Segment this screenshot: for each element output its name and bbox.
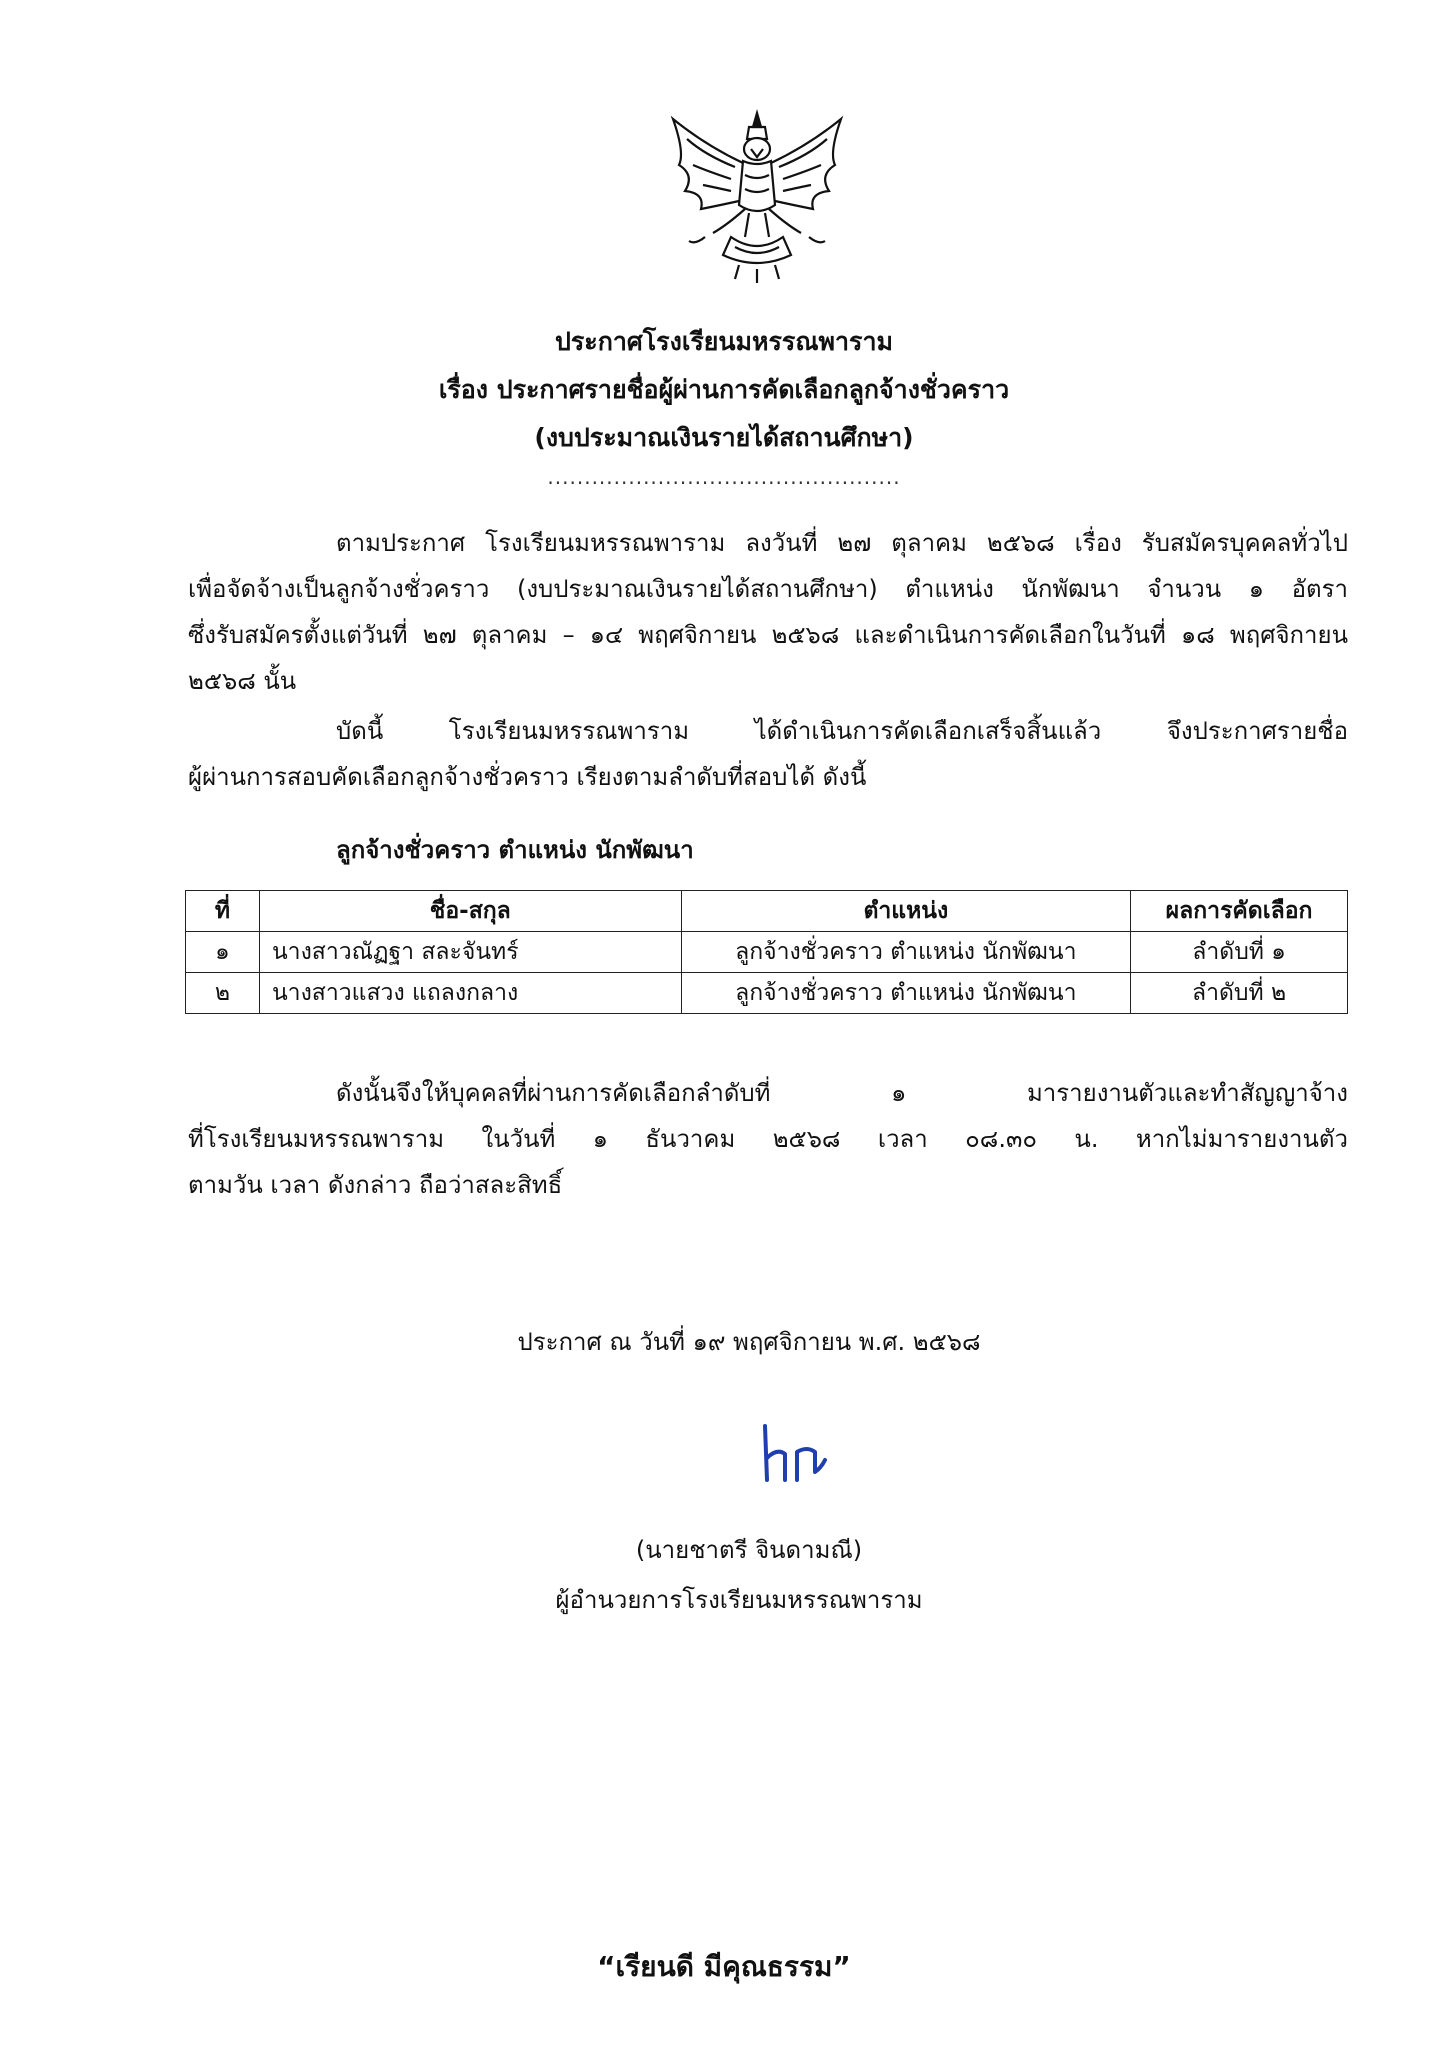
cell-number: ๑ [186,932,260,973]
handwritten-signature [755,1418,835,1488]
paragraph-result-intro [188,708,1348,800]
paragraph-line: ผู้ผ่านการสอบคัดเลือกลูกจ้างชั่วคราว เรียงตามลำดับที่สอบได้ ดังนี้ [188,763,867,791]
cell-position: ลูกจ้างชั่วคราว ตำแหน่ง นักพัฒนา [681,932,1131,973]
results-table [185,890,1348,1014]
table-header-row [186,891,1348,932]
table-row [186,932,1348,973]
paragraph-line: ซึ่งรับสมัครตั้งแต่วันที่ ๒๗ ตุลาคม – ๑๔ พฤศจิกายน ๒๕๖๘ และดำเนินการคัดเลือกในวันที่ ๑๘ พฤศจิกายน [188,621,1348,649]
signer-title: ผู้อำนวยการโรงเรียนมหรรณพาราม [555,1586,923,1614]
paragraph-line: ที่โรงเรียนมหรรณพาราม ในวันที่ ๑ ธันวาคม ๒๕๖๘ เวลา ๐๘.๓๐ น. หากไม่มารายงานตัว [188,1125,1348,1153]
cell-result: ลำดับที่ ๑ [1131,932,1348,973]
header-separator: ................................................ [547,465,901,489]
cell-name: นางสาวณัฏฐา สละจันทร์ [259,932,681,973]
signer-name: (นายชาตรี จินดามณี) [635,1536,863,1564]
position-subheading: ลูกจ้างชั่วคราว ตำแหน่ง นักพัฒนา [336,836,694,864]
paragraph-line: เพื่อจัดจ้างเป็นลูกจ้างชั่วคราว (งบประมาณเงินรายได้สถานศึกษา) ตำแหน่ง นักพัฒนา จำนวน ๑ อัตรา [188,575,1348,603]
paragraph-line: บัดนี้ โรงเรียนมหรรณพาราม ได้ดำเนินการคัดเลือกเสร็จสิ้นแล้ว จึงประกาศรายชื่อ [336,717,1348,745]
announcement-date: ประกาศ ณ วันที่ ๑๙ พฤศจิกายน พ.ศ. ๒๕๖๘ [517,1328,981,1356]
paragraph-line: ตามวัน เวลา ดังกล่าว ถือว่าสละสิทธิ์ [188,1171,563,1199]
cell-result: ลำดับที่ ๒ [1131,973,1348,1014]
announcement-title: ประกาศโรงเรียนมหรรณพาราม [554,327,893,356]
cell-name: นางสาวแสวง แถลงกลาง [259,973,681,1014]
column-header-number: ที่ [186,891,260,932]
paragraph-recruitment [188,520,1348,704]
cell-number: ๒ [186,973,260,1014]
paragraph-line: ตามประกาศ โรงเรียนมหรรณพาราม ลงวันที่ ๒๗ ตุลาคม ๒๕๖๘ เรื่อง รับสมัครบุคคลทั่วไป [336,529,1348,557]
cell-position: ลูกจ้างชั่วคราว ตำแหน่ง นักพัฒนา [681,973,1131,1014]
paragraph-line: ดังนั้นจึงให้บุคคลที่ผ่านการคัดเลือกลำดับที่ ๑ มารายงานตัวและทำสัญญาจ้าง [336,1079,1348,1107]
garuda-emblem-icon [665,105,850,285]
table-row [186,973,1348,1014]
paragraph-line: ๒๕๖๘ นั้น [188,667,297,695]
announcement-budget-note: (งบประมาณเงินรายได้สถานศึกษา) [534,423,914,452]
school-motto: “เรียนดี มีคุณธรรม” [597,1950,851,1983]
announcement-subject: เรื่อง ประกาศรายชื่อผู้ผ่านการคัดเลือกลูกจ้างชั่วคราว [438,375,1010,404]
column-header-position: ตำแหน่ง [681,891,1131,932]
paragraph-report-instructions [188,1070,1348,1208]
column-header-name: ชื่อ-สกุล [259,891,681,932]
column-header-result: ผลการคัดเลือก [1131,891,1348,932]
